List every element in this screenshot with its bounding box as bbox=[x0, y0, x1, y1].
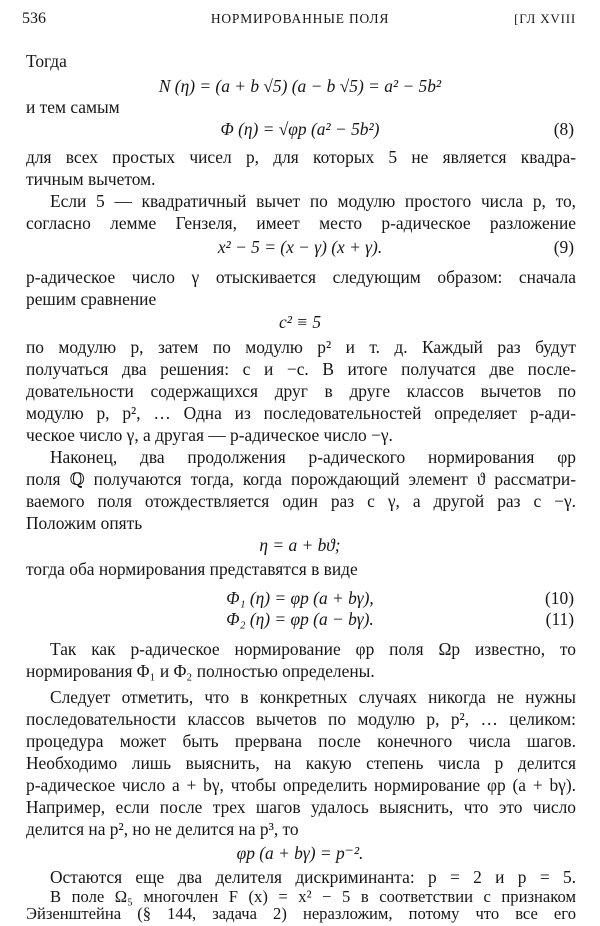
text-line: p-адическое число a + bγ, чтобы определить нормирование φp (a + bγ). bbox=[26, 775, 576, 795]
text-line: В поле Ω₅ многочлен F (x) = x² − 5 в соответствии с признаком bbox=[50, 887, 576, 906]
equation-valuation: φp (a + bγ) = p⁻². bbox=[236, 843, 364, 863]
equation-11: Φ₂ (η) = φp (a − bγ). bbox=[226, 609, 374, 629]
text-line: Наконец, два продолжения p-адического нормирования φp bbox=[50, 447, 576, 467]
equation-norm: N (η) = (a + b √5) (a − b √5) = a² − 5b² bbox=[158, 76, 442, 96]
text-line: нормирования Φ₁ и Φ₂ полностью определены. bbox=[26, 661, 375, 681]
text-line: и тем самым bbox=[26, 97, 120, 117]
running-title: НОРМИРОВАННЫЕ ПОЛЯ bbox=[210, 11, 390, 26]
equation-number-10: (10) bbox=[545, 588, 574, 608]
text-line: Остаются еще два делителя дискриминанта: p = 2 и p = 5. bbox=[50, 867, 576, 887]
equation-8: Φ (η) = √φp (a² − 5b²) bbox=[220, 119, 380, 139]
text-line: Например, если после трех шагов удалось выяснить, что это число bbox=[26, 797, 576, 817]
text-line: Следует отметить, что в конкретных случаях никогда не нужны bbox=[50, 687, 576, 707]
text-line: тичным вычетом. bbox=[26, 169, 156, 189]
text-line: Тогда bbox=[26, 51, 67, 71]
text-line: получаться два решения: c и −c. В итоге получатся две после- bbox=[26, 359, 576, 379]
text-line: согласно лемме Гензеля, имеет место p-адическое разложение bbox=[26, 213, 576, 233]
text-line: ваемого поля отождествляется один раз с γ, а другой раз с −γ. bbox=[26, 491, 576, 511]
text-line: тогда оба нормирования представятся в виде bbox=[26, 559, 358, 579]
text-line: Положим опять bbox=[26, 513, 143, 533]
chapter-label: [ГЛ XVIII bbox=[514, 11, 576, 26]
text-line: поля ℚ получаются тогда, когда порождающий элемент ϑ рассматри- bbox=[26, 469, 576, 489]
text-line: Так как p-адическое нормирование φp поля Ωp известно, то bbox=[50, 639, 576, 659]
text-line: решим сравнение bbox=[26, 289, 157, 309]
text-line: p-адическое число γ отыскивается следующим образом: сначала bbox=[26, 267, 576, 287]
text-line: процедура может быть прервана после конечного числа шагов. bbox=[26, 731, 576, 751]
text-line: последовательности классов вычетов по модулю p, p², … целиком: bbox=[26, 709, 576, 729]
page-number: 536 bbox=[22, 10, 46, 27]
text-line: модулю p, p², … Одна из последовательностей определяет p-ади- bbox=[26, 403, 576, 423]
equation-number-8: (8) bbox=[553, 119, 574, 139]
equation-number-9: (9) bbox=[553, 237, 574, 257]
text-line: делится на p², но не делится на p³, то bbox=[26, 819, 299, 839]
equation-number-11: (11) bbox=[545, 609, 574, 629]
text-line: для всех простых чисел p, для которых 5 не является квадра- bbox=[26, 147, 576, 167]
text-line: по модулю p, затем по модулю p² и т. д. Каждый раз будут bbox=[26, 337, 576, 357]
text-line: Эйзенштейна (§ 144, задача 2) неразложим, потому что все его bbox=[26, 904, 576, 923]
text-line: Необходимо лишь выяснить, на какую степень числа p делится bbox=[26, 753, 576, 773]
text-line: ческое число γ, а другая — p-адическое число −γ. bbox=[26, 425, 393, 445]
text-line: довательности содержащихся друг в друге классов вычетов по bbox=[26, 381, 576, 401]
equation-9: x² − 5 = (x − γ) (x + γ). bbox=[217, 237, 383, 257]
equation-10: Φ₁ (η) = φp (a + bγ), bbox=[226, 588, 374, 608]
equation-congruence: c² ≡ 5 bbox=[278, 312, 322, 332]
text-line: Если 5 — квадратичный вычет по модулю простого числа p, то, bbox=[50, 191, 576, 211]
equation-eta: η = a + bϑ; bbox=[259, 535, 341, 555]
